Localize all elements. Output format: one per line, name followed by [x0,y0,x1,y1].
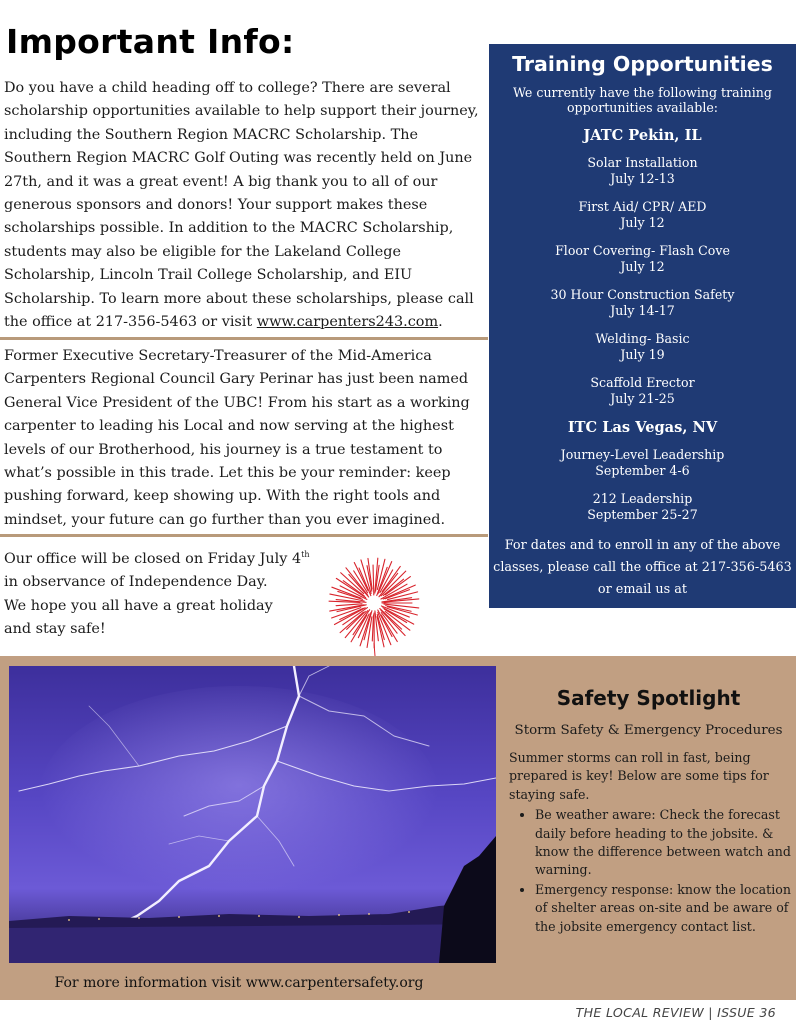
course-date: July 21-25 [610,391,675,406]
training-location: ITC Las Vegas, NV [567,419,718,436]
closure-line-4: and stay safe! [4,621,106,638]
firework-image [318,545,430,670]
section-divider [0,337,488,340]
training-course [489,491,796,523]
course-name: First Aid/ CPR/ AED [578,199,707,214]
course-date: July 12 [620,259,665,274]
scholarship-text: Do you have a child heading off to college? There are several scholarship opportunities available to help support their journey, including the Southern Region MACRC Scholarship. The Southern Region MACRC Golf Outing was recently held on June 27th, and it was a great event! A big thank you to all of our generous sponsors and donors! Your support makes these scholarships possible. In addition to the MACRC Scholarship, students may also be eligible for the Lakeland College Scholarship, Lincoln Trail College Scholarship, and EIU Scholarship. To learn more about these scholarships, please call the office at 217-356-5463 or visit [4,80,479,331]
training-footer: For dates and to enroll in any of the above classes, please call the office at 217-356-5463 or email us at [493,538,792,597]
scholarship-paragraph [4,77,486,334]
page-heading: Important Info: [6,22,295,61]
issue-footer: THE LOCAL REVIEW | ISSUE 36 [575,1005,776,1020]
course-name: Welding- Basic [595,331,690,346]
closure-line-3: We hope you all have a great holiday [4,597,273,614]
training-location: JATC Pekin, IL [583,127,702,144]
course-date: July 19 [620,347,665,362]
course-name: Floor Covering- Flash Cove [555,243,730,258]
lightning-photo [9,666,496,963]
closure-paragraph [4,543,324,641]
photo-caption: For more information visit www.carpentersafety.org [54,975,424,991]
safety-tips [501,806,796,936]
training-list [489,127,796,523]
perinar-paragraph: Former Executive Secretary-Treasurer of the Mid-America Carpenters Regional Council Gary Perinar has just been named General Vice President of the UBC! From his start as a working carpenter to leading his Local and now serving at the highest levels of our Brotherhood, his journey is a true testament to what’s possible in this trade. Let this be your reminder: keep pushing forward, keep showing up. With the right tools and mindset, your future can go further than you ever imagined. [4,348,470,528]
safety-tip: • Emergency response: know the location of shelter areas on-site and be aware of the jobsite emergency contact list. [535,881,796,936]
training-title: Training Opportunities [512,52,773,76]
closure-sup: th [301,550,310,559]
training-course [489,155,796,187]
training-course [489,243,796,275]
course-date: July 12-13 [610,171,675,186]
course-name: 30 Hour Construction Safety [550,287,735,302]
course-date: July 14-17 [610,303,675,318]
course-date: September 25-27 [587,507,698,522]
section-divider [0,534,488,537]
course-name: Scaffold Erector [590,375,695,390]
safety-title: Safety Spotlight [556,686,741,710]
course-date: September 4-6 [595,463,690,478]
training-intro: We currently have the following training opportunities available: [513,85,772,115]
safety-intro: Summer storms can roll in fast, being prepared is key! Below are some tips for staying safe. [509,750,769,802]
closure-line-1: Our office will be closed on Friday July 4 [4,550,302,567]
course-name: Journey-Level Leadership [560,447,725,462]
safety-spotlight [501,686,796,937]
training-course [489,199,796,231]
training-course [489,375,796,407]
safety-tip: • Be weather aware: Check the forecast daily before heading to the jobsite. & know the difference between watch and warning. [535,806,796,880]
training-course [489,447,796,479]
training-course [489,331,796,363]
training-course [489,287,796,319]
carpenters243-link[interactable]: www.carpenters243.com [256,314,439,331]
course-name: 212 Leadership [592,491,693,506]
safety-subtitle: Storm Safety & Emergency Procedures [514,723,783,738]
course-name: Solar Installation [587,155,698,170]
scholarship-end: . [438,314,443,331]
course-date: July 12 [620,215,665,230]
training-panel [489,44,796,608]
closure-line-2: in observance of Independence Day. [4,574,268,591]
